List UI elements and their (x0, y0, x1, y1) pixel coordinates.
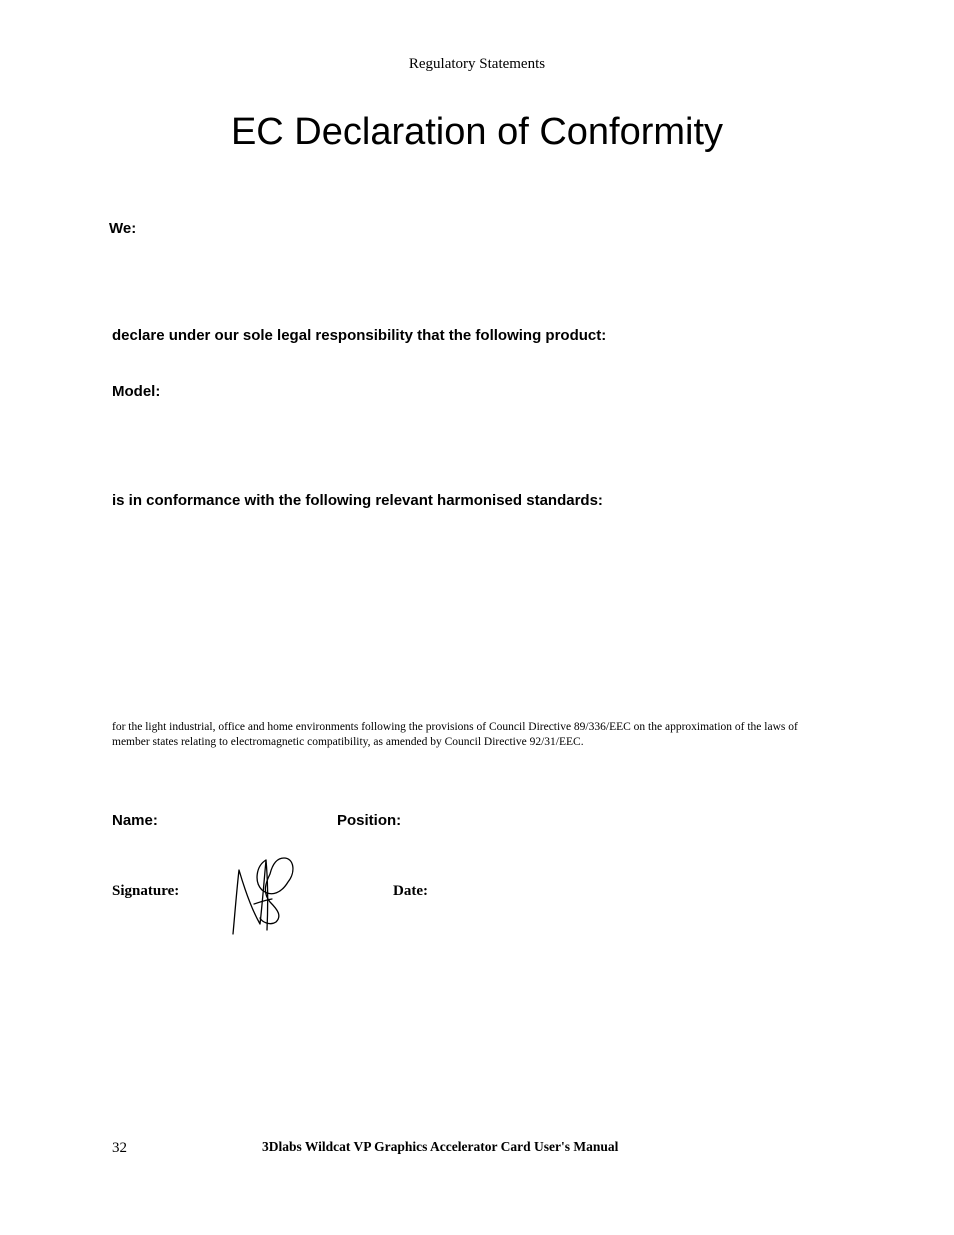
name-label: Name: (112, 812, 158, 829)
date-label: Date: (393, 883, 428, 899)
directive-text: for the light industrial, office and home environments following the provisions of Council Directive 89/336/EEC on the approximation of the laws of member states relating to electromagnetic compatibility, as amended by Council Directive 92/31/EEC. (112, 721, 798, 748)
running-header: Regulatory Statements (408, 56, 546, 72)
model-label: Model: (112, 383, 161, 400)
signature-label: Signature: (112, 883, 180, 899)
page-title: EC Declaration of Conformity (230, 111, 724, 153)
standards-statement: is in conformance with the following relevant harmonised standards: (112, 492, 603, 509)
position-label: Position: (337, 812, 402, 829)
signature-icon (226, 852, 306, 938)
declaration-statement: declare under our sole legal responsibility that the following product: (112, 327, 607, 344)
we-label: We: (109, 220, 137, 237)
footer-manual-title: 3Dlabs Wildcat VP Graphics Accelerator Card User's Manual (262, 1139, 619, 1154)
page-number: 32 (112, 1140, 127, 1156)
